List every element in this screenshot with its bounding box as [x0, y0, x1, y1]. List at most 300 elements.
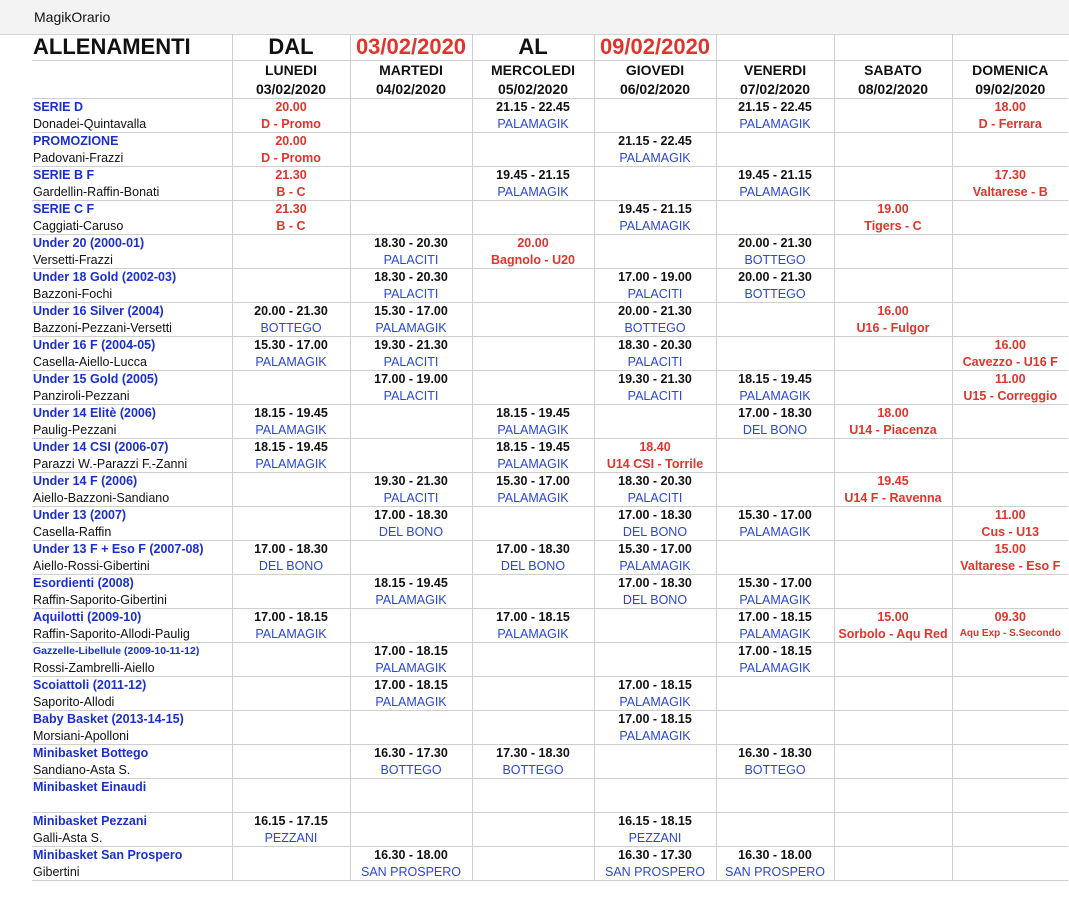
empty-cell: [834, 745, 952, 762]
empty-cell: [834, 167, 952, 184]
empty-cell: [952, 201, 1068, 218]
empty-cell: [834, 762, 952, 779]
match-time: 21.30: [232, 167, 350, 184]
category-name: Aquilotti (2009-10): [32, 609, 232, 626]
empty-cell: [350, 711, 472, 728]
empty-cell: [472, 337, 594, 354]
training-time: 20.00 - 21.30: [716, 269, 834, 286]
empty-cell: [716, 456, 834, 473]
group-row-bottom: [32, 524, 1068, 541]
empty-cell: [594, 796, 716, 813]
day-date: 08/02/2020: [834, 79, 952, 99]
coach-names: Raffin-Saporito-Allodi-Paulig: [32, 626, 232, 643]
empty-cell: [232, 643, 350, 660]
category-name: Minibasket San Prospero: [32, 847, 232, 864]
match-time: 09.30: [994, 610, 1026, 625]
coach-names: Saporito-Allodi: [32, 694, 232, 711]
empty-cell: [350, 728, 472, 745]
training-time: 17.00 - 18.15: [232, 609, 350, 626]
match-time: 15.00: [994, 542, 1026, 557]
empty-cell: [350, 184, 472, 201]
training-venue: BOTTEGO: [472, 762, 594, 779]
coach-names: Bazzoni-Fochi: [32, 286, 232, 303]
empty-cell: [232, 507, 350, 524]
training-venue: DEL BONO: [350, 524, 472, 541]
group-row-top: [32, 677, 1068, 694]
category-name: Under 13 (2007): [32, 507, 232, 524]
training-time: 17.30 - 18.30: [472, 745, 594, 762]
al-label: AL: [472, 34, 594, 61]
training-venue: PALAMAGIK: [472, 184, 594, 201]
match-opponent: D - Promo: [232, 150, 350, 167]
empty-cell: [594, 745, 716, 762]
training-venue: PALAMAGIK: [350, 592, 472, 609]
empty-cell: [350, 167, 472, 184]
training-time: 18.15 - 19.45: [350, 575, 472, 592]
category-name: Under 15 Gold (2005): [32, 371, 232, 388]
training-time: 17.00 - 18.30: [232, 541, 350, 558]
empty-cell: [350, 541, 472, 558]
training-venue: PALAMAGIK: [232, 456, 350, 473]
empty-cell: [232, 490, 350, 507]
training-time: 18.30 - 20.30: [350, 269, 472, 286]
category-name: Minibasket Pezzani: [32, 813, 232, 830]
training-time: 16.30 - 17.30: [594, 847, 716, 864]
empty-cell: [472, 830, 594, 847]
category-name: Under 14 F (2006): [32, 473, 232, 490]
match-opponent: B - C: [232, 218, 350, 235]
empty-cell: [834, 150, 952, 167]
coach-names: Aiello-Bazzoni-Sandiano: [32, 490, 232, 507]
empty-cell: [232, 371, 350, 388]
match-opponent: D - Ferrara: [952, 116, 1068, 133]
coach-names: [32, 796, 232, 813]
empty-cell: [952, 320, 1068, 337]
group-row-bottom: [32, 490, 1068, 507]
training-time: 17.00 - 18.30: [594, 575, 716, 592]
training-time: 20.00 - 21.30: [716, 235, 834, 252]
empty-cell: [232, 473, 350, 490]
empty-cell: [834, 643, 952, 660]
empty-cell: [834, 830, 952, 847]
training-venue: PALACITI: [594, 388, 716, 405]
training-time: 17.00 - 19.00: [350, 371, 472, 388]
group-row-bottom: [32, 728, 1068, 745]
empty-cell: [594, 405, 716, 422]
date-from: 03/02/2020: [350, 34, 472, 61]
empty-cell: [952, 779, 1068, 796]
coach-names: Versetti-Frazzi: [32, 252, 232, 269]
training-venue: PALAMAGIK: [350, 694, 472, 711]
group-row-bottom: [32, 354, 1068, 371]
training-venue: PEZZANI: [232, 830, 350, 847]
empty-cell: [834, 439, 952, 456]
match-time: 18.00: [994, 100, 1026, 115]
empty-cell: [472, 728, 594, 745]
empty-cell: [232, 677, 350, 694]
empty-cell: [952, 473, 1068, 490]
empty-cell: [232, 779, 350, 796]
group-row-bottom: [32, 218, 1068, 235]
match-opponent: Valtarese - B: [952, 184, 1068, 201]
training-time: 21.15 - 22.45: [472, 99, 594, 116]
training-venue: PALAMAGIK: [716, 626, 834, 643]
training-venue: PALAMAGIK: [594, 728, 716, 745]
empty-cell: [834, 354, 952, 371]
empty-cell: [350, 201, 472, 218]
coach-names: Paulig-Pezzani: [32, 422, 232, 439]
empty-cell: [350, 813, 472, 830]
training-venue: PALAMAGIK: [594, 218, 716, 235]
match-opponent: Cus - U13: [952, 524, 1068, 541]
match-opponent: Aqu Exp - S.Secondo: [952, 626, 1068, 643]
day-name: DOMENICA: [972, 62, 1049, 78]
match-opponent: U14 F - Ravenna: [834, 490, 952, 507]
training-venue: PALACITI: [594, 490, 716, 507]
empty-cell: [716, 337, 834, 354]
empty-cell: [716, 439, 834, 456]
training-venue: BOTTEGO: [716, 762, 834, 779]
empty-cell: [350, 133, 472, 150]
empty-cell: [716, 320, 834, 337]
sheet-title: ALLENAMENTI: [32, 34, 232, 61]
training-time: 17.00 - 18.15: [594, 677, 716, 694]
date-to: 09/02/2020: [594, 34, 716, 61]
coach-names: Raffin-Saporito-Gibertini: [32, 592, 232, 609]
empty-cell: [834, 711, 952, 728]
day-name: SABATO: [834, 61, 952, 80]
day-names-row: [32, 61, 1068, 80]
group-row-top: [32, 167, 1068, 184]
training-time: 15.30 - 17.00: [232, 337, 350, 354]
coach-names: Casella-Aiello-Lucca: [32, 354, 232, 371]
training-venue: PALAMAGIK: [472, 626, 594, 643]
empty-cell: [594, 660, 716, 677]
empty-cell: [952, 133, 1068, 150]
empty-cell: [472, 847, 594, 864]
empty-cell: [952, 235, 1068, 252]
training-venue: BOTTEGO: [350, 762, 472, 779]
training-time: 17.00 - 18.30: [472, 541, 594, 558]
group-row-bottom: [32, 388, 1068, 405]
schedule-table: [32, 34, 1068, 881]
training-venue: PALAMAGIK: [716, 388, 834, 405]
group-row-bottom: [32, 830, 1068, 847]
training-venue: PALAMAGIK: [716, 660, 834, 677]
empty-cell: [472, 150, 594, 167]
training-venue: PALACITI: [350, 354, 472, 371]
day-date: 05/02/2020: [472, 79, 594, 99]
empty-cell: [232, 286, 350, 303]
training-time: 17.00 - 18.30: [716, 405, 834, 422]
training-time: 17.00 - 19.00: [594, 269, 716, 286]
training-time: 17.00 - 18.15: [350, 677, 472, 694]
day-date: 03/02/2020: [232, 79, 350, 99]
empty-cell: [952, 677, 1068, 694]
training-time: 21.15 - 22.45: [716, 99, 834, 116]
empty-cell: [594, 609, 716, 626]
coach-names: Caggiati-Caruso: [32, 218, 232, 235]
group-row-bottom: [32, 422, 1068, 439]
empty-cell: [952, 796, 1068, 813]
training-time: 16.30 - 18.00: [350, 847, 472, 864]
empty-cell: [350, 558, 472, 575]
empty-cell: [952, 830, 1068, 847]
group-row-bottom: [32, 456, 1068, 473]
empty-cell: [350, 609, 472, 626]
training-time: 17.00 - 18.15: [716, 643, 834, 660]
day-dates-row: [32, 79, 1068, 99]
empty-cell: [594, 422, 716, 439]
training-venue: PALACITI: [594, 354, 716, 371]
empty-cell: [232, 524, 350, 541]
day-date: 09/02/2020: [952, 79, 1068, 99]
training-venue: PALAMAGIK: [594, 694, 716, 711]
empty-cell: [350, 99, 472, 116]
empty-cell: [834, 99, 952, 116]
training-time: 16.15 - 17.15: [232, 813, 350, 830]
empty-cell: [834, 133, 952, 150]
training-venue: DEL BONO: [594, 524, 716, 541]
training-time: 20.00 - 21.30: [232, 303, 350, 320]
empty-cell: [834, 541, 952, 558]
empty-cell: [834, 337, 952, 354]
empty-cell: [952, 218, 1068, 235]
category-name: Under 14 Elitè (2006): [32, 405, 232, 422]
training-time: 18.15 - 19.45: [472, 439, 594, 456]
empty-cell: [232, 235, 350, 252]
coach-names: Padovani-Frazzi: [32, 150, 232, 167]
training-time: 18.15 - 19.45: [472, 405, 594, 422]
empty-cell: [232, 269, 350, 286]
match-time: 16.00: [834, 303, 952, 320]
day-date: 04/02/2020: [350, 79, 472, 99]
empty-cell: [350, 150, 472, 167]
training-time: 18.15 - 19.45: [716, 371, 834, 388]
training-time: 15.30 - 17.00: [594, 541, 716, 558]
empty-cell: [594, 252, 716, 269]
category-name: Under 16 F (2004-05): [32, 337, 232, 354]
group-row-bottom: [32, 592, 1068, 609]
group-row-top: [32, 813, 1068, 830]
group-row-top: [32, 269, 1068, 286]
empty-cell: [472, 201, 594, 218]
match-time: 18.40: [594, 439, 716, 456]
group-row-bottom: [32, 320, 1068, 337]
day-name: VENERDI: [716, 61, 834, 80]
empty-cell: [350, 796, 472, 813]
empty-cell: [834, 779, 952, 796]
empty-cell: [834, 813, 952, 830]
empty-cell: [472, 592, 594, 609]
training-time: 21.15 - 22.45: [594, 133, 716, 150]
category-name: Under 20 (2000-01): [32, 235, 232, 252]
training-time: 15.30 - 17.00: [716, 507, 834, 524]
group-row-bottom: [32, 558, 1068, 575]
training-time: 19.30 - 21.30: [350, 473, 472, 490]
group-row-top: [32, 847, 1068, 864]
group-row-top: [32, 303, 1068, 320]
empty-cell: [472, 575, 594, 592]
empty-cell: [716, 490, 834, 507]
training-venue: PALACITI: [350, 286, 472, 303]
empty-cell: [952, 422, 1068, 439]
training-venue: BOTTEGO: [716, 286, 834, 303]
training-venue: PALAMAGIK: [472, 116, 594, 133]
group-row-top: [32, 439, 1068, 456]
group-row-top: [32, 371, 1068, 388]
training-time: 17.00 - 18.30: [350, 507, 472, 524]
group-row-top: [32, 541, 1068, 558]
training-venue: PALAMAGIK: [716, 524, 834, 541]
training-time: 17.00 - 18.15: [716, 609, 834, 626]
empty-cell: [952, 728, 1068, 745]
empty-cell: [472, 388, 594, 405]
empty-cell: [472, 507, 594, 524]
day-date: 07/02/2020: [716, 79, 834, 99]
empty-cell: [834, 252, 952, 269]
training-venue: PALACITI: [350, 252, 472, 269]
empty-cell: [716, 218, 834, 235]
coach-names: Panziroli-Pezzani: [32, 388, 232, 405]
empty-cell: [350, 779, 472, 796]
window-title: MagikOrario: [0, 0, 1069, 35]
empty-cell: [834, 371, 952, 388]
match-time: 18.00: [834, 405, 952, 422]
training-time: 16.30 - 17.30: [350, 745, 472, 762]
training-venue: PALAMAGIK: [232, 626, 350, 643]
coach-names: Galli-Asta S.: [32, 830, 232, 847]
day-name: GIOVEDI: [594, 61, 716, 80]
empty-cell: [472, 269, 594, 286]
training-time: 16.30 - 18.00: [716, 847, 834, 864]
group-row-bottom: [32, 762, 1068, 779]
empty-cell: [472, 320, 594, 337]
category-name: SERIE D: [32, 99, 232, 116]
group-row-bottom: [32, 252, 1068, 269]
group-row-bottom: [32, 796, 1068, 813]
empty-cell: [952, 575, 1068, 592]
empty-cell: [716, 133, 834, 150]
category-name: Baby Basket (2013-14-15): [32, 711, 232, 728]
empty-cell: [350, 626, 472, 643]
group-row-top: [32, 745, 1068, 762]
empty-cell: [834, 677, 952, 694]
empty-cell: [232, 762, 350, 779]
empty-cell: [232, 694, 350, 711]
empty-cell: [232, 796, 350, 813]
training-venue: PALAMAGIK: [232, 422, 350, 439]
empty-cell: [232, 388, 350, 405]
training-time: 17.00 - 18.15: [350, 643, 472, 660]
group-row-top: [32, 133, 1068, 150]
empty-cell: [716, 303, 834, 320]
category-name: Under 13 F + Eso F (2007-08): [32, 541, 232, 558]
match-time: 15.00: [834, 609, 952, 626]
empty-cell: [716, 711, 834, 728]
empty-cell: [716, 677, 834, 694]
empty-cell: [472, 711, 594, 728]
training-venue: SAN PROSPERO: [716, 864, 834, 881]
empty-cell: [834, 524, 952, 541]
group-row-top: [32, 235, 1068, 252]
training-venue: PALAMAGIK: [350, 320, 472, 337]
coach-names: Aiello-Rossi-Gibertini: [32, 558, 232, 575]
empty-cell: [716, 201, 834, 218]
training-venue: PALACITI: [350, 490, 472, 507]
training-time: 18.15 - 19.45: [232, 405, 350, 422]
empty-cell: [834, 575, 952, 592]
category-name: Under 14 CSI (2006-07): [32, 439, 232, 456]
empty-cell: [472, 643, 594, 660]
empty-cell: [834, 456, 952, 473]
empty-cell: [716, 473, 834, 490]
empty-cell: [232, 592, 350, 609]
training-venue: PALACITI: [350, 388, 472, 405]
match-time: 11.00: [994, 508, 1026, 523]
empty-cell: [834, 728, 952, 745]
empty-cell: [834, 388, 952, 405]
empty-cell: [594, 235, 716, 252]
empty-cell: [472, 677, 594, 694]
empty-cell: [834, 847, 952, 864]
category-name: Under 16 Silver (2004): [32, 303, 232, 320]
empty-cell: [594, 184, 716, 201]
group-row-top: [32, 473, 1068, 490]
empty-cell: [716, 354, 834, 371]
training-venue: PALAMAGIK: [472, 490, 594, 507]
empty-cell: [350, 116, 472, 133]
empty-cell: [834, 558, 952, 575]
empty-cell: [834, 592, 952, 609]
group-row-top: [32, 201, 1068, 218]
training-time: 19.30 - 21.30: [350, 337, 472, 354]
empty-cell: [232, 728, 350, 745]
empty-cell: [594, 779, 716, 796]
training-time: 19.45 - 21.15: [594, 201, 716, 218]
empty-cell: [472, 303, 594, 320]
empty-cell: [952, 490, 1068, 507]
day-name: MARTEDI: [350, 61, 472, 80]
group-row-top: [32, 99, 1068, 116]
empty-cell: [350, 439, 472, 456]
coach-names: Morsiani-Apolloni: [32, 728, 232, 745]
match-time: 19.00: [834, 201, 952, 218]
coach-names: Bazzoni-Pezzani-Versetti: [32, 320, 232, 337]
empty-cell: [952, 286, 1068, 303]
training-time: 16.30 - 18.30: [716, 745, 834, 762]
empty-cell: [350, 218, 472, 235]
header-row: [32, 34, 1068, 61]
empty-cell: [952, 150, 1068, 167]
category-name: PROMOZIONE: [32, 133, 232, 150]
match-time: 20.00: [472, 235, 594, 252]
empty-cell: [350, 830, 472, 847]
empty-cell: [834, 235, 952, 252]
empty-cell: [716, 830, 834, 847]
empty-cell: [952, 439, 1068, 456]
match-time: 17.30: [994, 168, 1026, 183]
empty-cell: [594, 99, 716, 116]
match-time: 20.00: [232, 99, 350, 116]
training-venue: PALAMAGIK: [716, 184, 834, 201]
training-time: 19.30 - 21.30: [594, 371, 716, 388]
empty-cell: [834, 864, 952, 881]
category-name: Minibasket Einaudi: [32, 779, 232, 796]
empty-cell: [952, 269, 1068, 286]
empty-cell: [952, 864, 1068, 881]
coach-names: Rossi-Zambrelli-Aiello: [32, 660, 232, 677]
